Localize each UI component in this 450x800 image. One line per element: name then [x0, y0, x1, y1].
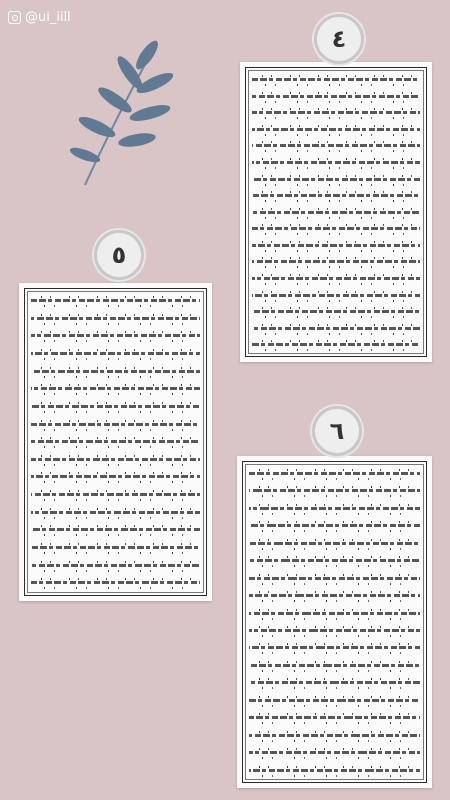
verse-line [31, 364, 200, 383]
verse-line [252, 288, 420, 306]
verse-line [249, 536, 420, 554]
verse-line [31, 487, 200, 506]
verse-line [31, 522, 200, 541]
verse-line [31, 328, 200, 347]
verse-line [31, 558, 200, 577]
verse-line [252, 122, 420, 140]
verse-line [249, 483, 420, 501]
verse-line [249, 675, 420, 693]
instagram-icon [8, 11, 21, 24]
verse-line [31, 311, 200, 330]
verse-line [31, 381, 200, 400]
verse-line [252, 188, 420, 206]
verse-line [249, 745, 420, 763]
verse-line [252, 304, 420, 322]
verse-line [249, 728, 420, 746]
page-number-badge: ٦ [312, 406, 362, 456]
verse-line [252, 205, 420, 223]
verse-line [252, 254, 420, 272]
mushaf-page-4 [240, 62, 432, 362]
username-handle [8, 10, 71, 25]
verse-line [31, 452, 200, 471]
verse-line [252, 72, 420, 90]
verse-line [252, 155, 420, 173]
verse-line [249, 763, 420, 781]
verse-line [249, 571, 420, 589]
verse-line [31, 399, 200, 418]
verse-line [31, 505, 200, 524]
verse-line [31, 293, 200, 312]
verse-line [252, 105, 420, 123]
verse-line [252, 238, 420, 256]
verse-line [31, 417, 200, 436]
verse-line [252, 271, 420, 289]
verse-line [31, 540, 200, 559]
verse-line [252, 321, 420, 339]
verse-line [252, 138, 420, 156]
mushaf-page-6 [237, 456, 432, 788]
page-number-badge: ٥ [94, 230, 144, 280]
verse-line [249, 623, 420, 641]
verse-line [249, 588, 420, 606]
leaf-branch-icon [55, 35, 185, 195]
verse-line [249, 501, 420, 519]
verse-line [249, 553, 420, 571]
verse-line [252, 172, 420, 190]
verse-line [249, 466, 420, 484]
verse-line [249, 693, 420, 711]
verse-line [31, 434, 200, 453]
verse-line [252, 89, 420, 107]
verse-line [249, 658, 420, 676]
verse-line [252, 221, 420, 239]
mushaf-page-5 [19, 283, 212, 601]
verse-line [249, 606, 420, 624]
verse-line [31, 469, 200, 488]
verse-line [31, 346, 200, 365]
handle-text: @ui_iill [25, 10, 71, 25]
page-number-badge: ٤ [314, 14, 364, 64]
verse-line [252, 337, 420, 355]
verse-line [31, 575, 200, 594]
verse-line [249, 640, 420, 658]
verse-line [249, 518, 420, 536]
verse-line [249, 710, 420, 728]
